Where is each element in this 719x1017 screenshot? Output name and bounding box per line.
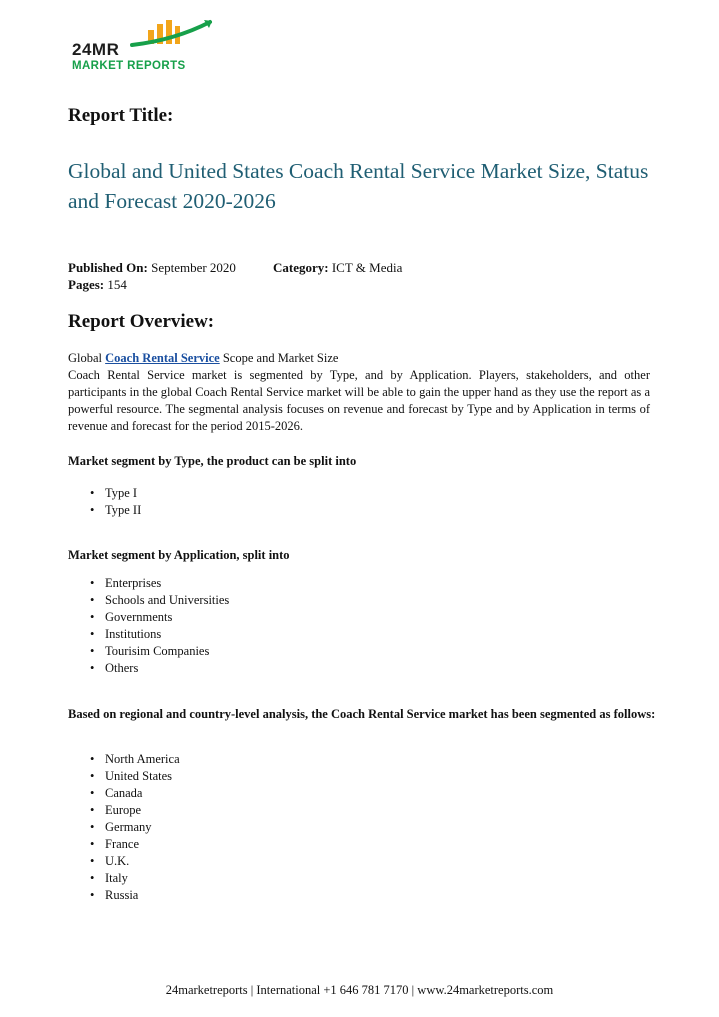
list-item: • United States xyxy=(88,768,180,785)
published-value: September 2020 xyxy=(151,260,236,275)
intro-prefix: Global xyxy=(68,351,103,365)
pages xyxy=(68,277,127,293)
logo-wordmark: 24MR xyxy=(72,40,120,59)
category-label: Category: xyxy=(273,260,329,275)
overview-intro xyxy=(68,350,650,435)
list-item: • Italy xyxy=(88,870,180,887)
list-item: • Governments xyxy=(88,609,229,626)
page-footer: 24marketreports | International +1 646 781 7170 | www.24marketreports.com xyxy=(165,983,554,997)
category-value: ICT & Media xyxy=(331,260,403,275)
coach-rental-service-link[interactable]: Coach Rental Service xyxy=(105,351,220,365)
report-title: Global and United States Coach Rental Service Market Size, Status and Forecast 2020-2026 xyxy=(68,159,649,213)
segment-region-heading: Based on regional and country-level analysis, the Coach Rental Service market has been segmented as follows: xyxy=(68,707,656,721)
company-logo xyxy=(70,18,220,76)
list-item: • France xyxy=(88,836,180,853)
overview-heading: Report Overview: xyxy=(68,311,215,332)
list-item: • Institutions xyxy=(88,626,229,643)
overview-paragraph: Coach Rental Service market is segmented by Type, and by Application. Players, stakeholders, and other participants in the global Coach Rental Service market will be able to gain the upper hand as they use the report as a powerful resource. The segmental analysis focuses on revenue and forecast by Type and by Application in terms of revenue and forecast for the period 2015-2026. xyxy=(68,368,650,433)
list-item: • Schools and Universities xyxy=(88,592,229,609)
category xyxy=(273,260,402,276)
segment-type-list xyxy=(88,485,141,519)
list-item: • Type II xyxy=(88,502,141,519)
list-item: • Europe xyxy=(88,802,180,819)
list-item: • Germany xyxy=(88,819,180,836)
list-item: • Type I xyxy=(88,485,141,502)
list-item: • Enterprises xyxy=(88,575,229,592)
segment-application-list xyxy=(88,575,229,677)
list-item: • Canada xyxy=(88,785,180,802)
published-label: Published On: xyxy=(68,260,148,275)
segment-type-heading: Market segment by Type, the product can be split into xyxy=(68,454,357,468)
intro-line xyxy=(68,350,650,367)
segment-application-heading: Market segment by Application, split into xyxy=(68,548,290,562)
list-item: • Russia xyxy=(88,887,180,904)
pages-value: 154 xyxy=(107,277,127,292)
published-on xyxy=(68,260,236,276)
logo-tagline: MARKET REPORTS xyxy=(72,60,186,72)
list-item: • U.K. xyxy=(88,853,180,870)
list-item: • North America xyxy=(88,751,180,768)
list-item: • Others xyxy=(88,660,229,677)
intro-suffix: Scope and Market Size xyxy=(222,351,339,365)
report-title-label: Report Title: xyxy=(68,105,174,126)
list-item: • Tourisim Companies xyxy=(88,643,229,660)
segment-region-list xyxy=(88,751,180,904)
pages-label: Pages: xyxy=(68,277,105,292)
